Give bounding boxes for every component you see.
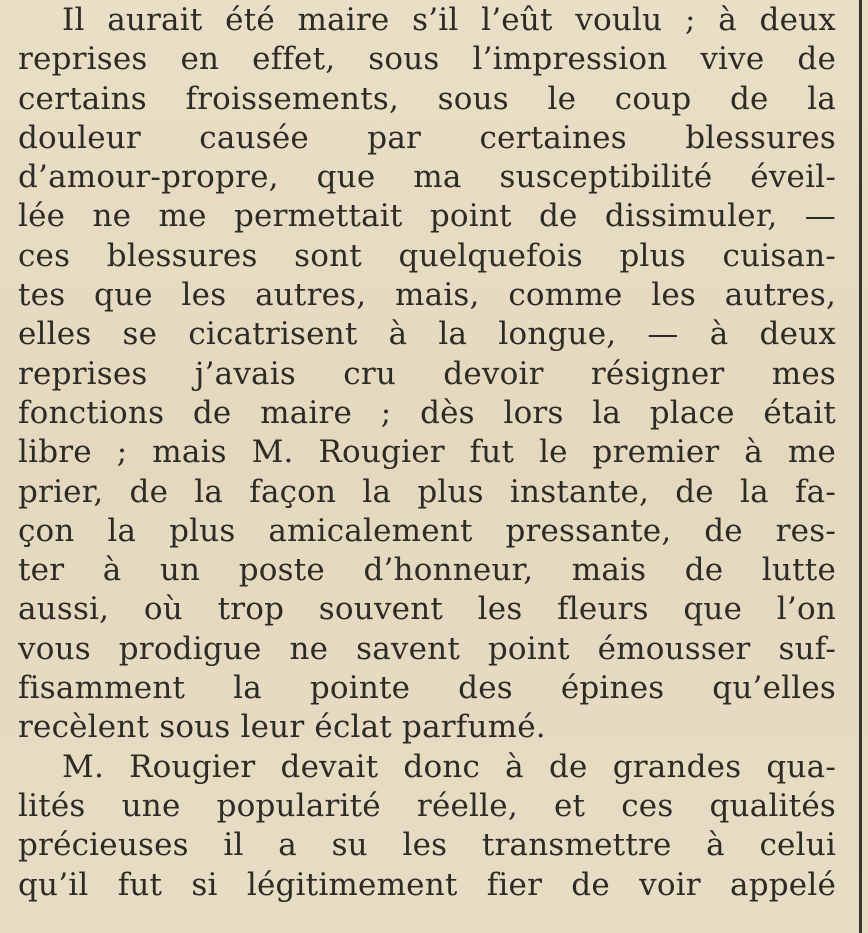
text-line: reprises j’avais cru devoir résigner mes xyxy=(18,355,836,392)
text-line: libre ; mais M. Rougier fut le premier à me xyxy=(18,434,836,471)
article-text xyxy=(18,0,836,905)
text-line: lée ne me permettait point de dissimuler, — xyxy=(18,198,836,235)
paragraph-2 xyxy=(18,748,836,905)
text-line: çon la plus amicalement pressante, de res- xyxy=(18,512,836,549)
text-line: aussi, où trop souvent les fleurs que l’on xyxy=(18,591,836,628)
text-line: qu’il fut si légitimement fier de voir appelé xyxy=(18,866,836,903)
paragraph-1 xyxy=(18,1,836,748)
text-line: lités une popularité réelle, et ces qualités xyxy=(18,787,836,824)
text-line: elles se cicatrisent à la longue, — à deux xyxy=(18,316,836,353)
text-line: ter à un poste d’honneur, mais de lutte xyxy=(18,552,836,589)
text-line: M. Rougier devait donc à de grandes qua- xyxy=(62,748,836,785)
text-line: tes que les autres, mais, comme les autres, xyxy=(18,277,836,314)
text-line: Il aurait été maire s’il l’eût voulu ; à deux xyxy=(62,2,836,38)
text-line: précieuses il a su les transmettre à celui xyxy=(18,827,836,864)
text-line: prier, de la façon la plus instante, de la fa- xyxy=(18,473,836,510)
text-line: douleur causée par certaines blessures xyxy=(18,119,836,156)
text-line: certains froissements, sous le coup de la xyxy=(18,80,836,117)
text-line: fisamment la pointe des épines qu’elles xyxy=(18,670,836,707)
text-line: recèlent sous leur éclat parfumé. xyxy=(18,709,546,746)
text-line: ces blessures sont quelquefois plus cuisan- xyxy=(18,237,836,274)
text-line: fonctions de maire ; dès lors la place était xyxy=(18,394,836,431)
text-line: vous prodigue ne savent point émousser suf- xyxy=(18,630,836,667)
column-divider xyxy=(859,0,862,933)
text-line: d’amour-propre, que ma susceptibilité éveil- xyxy=(18,159,836,196)
text-line: reprises en effet, sous l’impression vive de xyxy=(18,41,836,78)
